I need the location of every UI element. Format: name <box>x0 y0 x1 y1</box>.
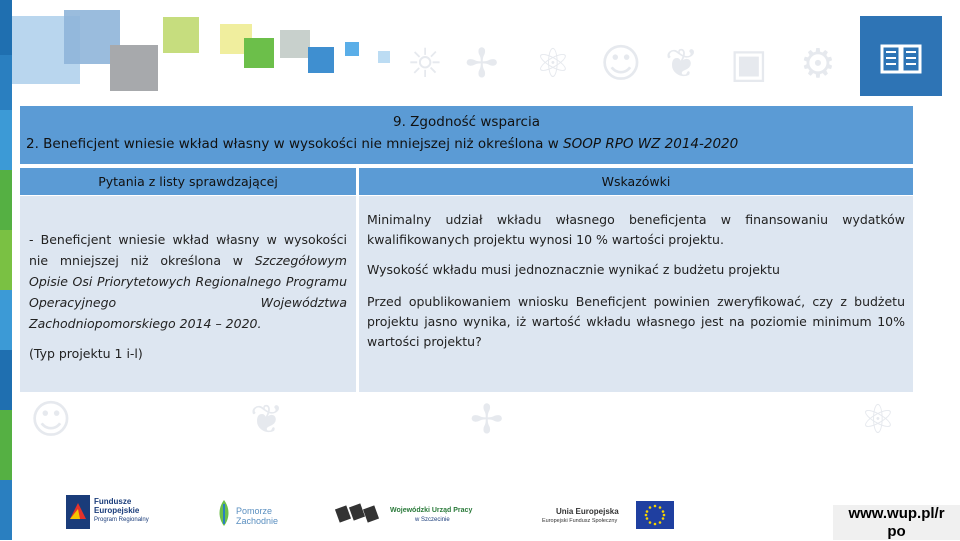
leaf-icon: ❦ <box>250 397 284 443</box>
wind-turbine-icon: ✢ <box>465 41 499 87</box>
lightbulb-icon: ☼ <box>407 41 443 87</box>
wind-turbine-icon: ✢ <box>470 397 504 443</box>
hint-paragraph: Przed opublikowaniem wniosku Beneficjent powinien zweryfikować, czy z budżetu projektu jasno wynika, iż wartość wkładu własnego jest na poziomie minimum 10% wartości projektu? <box>367 294 905 349</box>
people-icon: ☺ <box>600 41 642 87</box>
atom-icon: ⚛ <box>860 397 896 443</box>
leaf-icon: ❦ <box>665 41 699 87</box>
book-icon <box>860 16 942 96</box>
col1-header: Pytania z listy sprawdzającej <box>20 168 356 195</box>
question-text: - Beneficjent wniesie wkład własny w wysokości nie mniejszej niż określona w Szczegółowym Opisie Osi Priorytetowych Regionalnego Programu Operacyjnego Województwa Zachodniopomorskiego 2014 – 2020. <box>29 232 347 331</box>
logo-fundusze-europejskie: Fundusze Europejskie Program Regionalny <box>66 495 166 531</box>
logo-unia-europejska: Unia Europejska Europejski Fundusz Społeczny <box>540 501 675 531</box>
title-line2: 2. Beneficjent wniesie wkład własny w wysokości nie mniejszej niż określona w SOOP RPO WZ 2014-2020 <box>26 136 739 152</box>
project-type-note: (Typ projektu 1 i-l) <box>29 346 143 361</box>
hint-paragraph: Minimalny udział wkładu własnego beneficjenta w finansowaniu wydatków kwalifikowanych projektu wynosi 10 % wartości projektu. <box>367 212 905 247</box>
gear-icon: ⚙ <box>800 41 836 87</box>
eu-flag-icon <box>636 501 674 529</box>
logo-pomorze-zachodnie: Pomorze Zachodnie <box>214 498 294 532</box>
hints-cell <box>359 196 913 392</box>
train-icon: ▣ <box>730 41 768 87</box>
logo-wup-szczecin: Wojewódzki Urząd Pracy w Szczecinie <box>335 499 485 531</box>
col2-header: Wskazówki <box>359 168 913 195</box>
website-url[interactable]: www.wup.pl/r po <box>833 505 960 540</box>
hints-text <box>367 210 905 352</box>
title-line1: 9. Zgodność wsparcia <box>393 114 540 130</box>
questions-cell <box>20 196 356 392</box>
section-title <box>20 106 913 164</box>
atom-icon: ⚛ <box>535 41 571 87</box>
hint-paragraph: Wysokość wkładu musi jednoznacznie wynikać z budżetu projektu <box>367 262 780 277</box>
people-icon: ☺ <box>30 397 72 443</box>
